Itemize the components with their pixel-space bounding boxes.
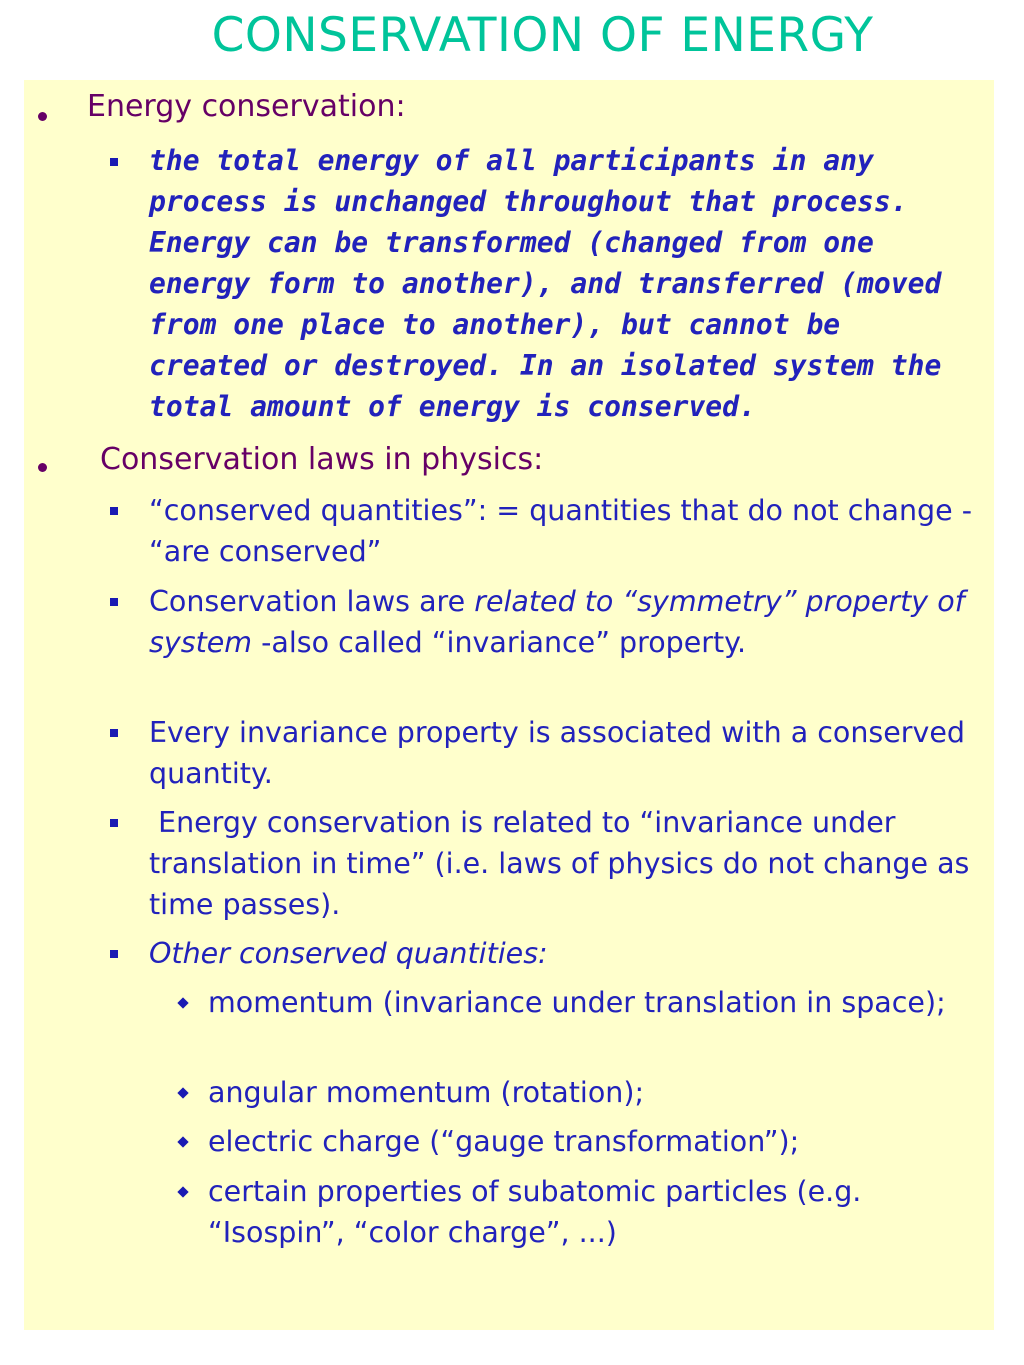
square-bullet-icon xyxy=(110,158,118,166)
square-bullet-icon xyxy=(110,819,118,827)
definition-line: the total energy of all participants in any xyxy=(149,144,874,177)
subpoint-text: momentum (invariance under translation in space); xyxy=(208,986,946,1019)
page-title: CONSERVATION OF ENERGY xyxy=(211,8,874,63)
definition-line: energy form to another), and transferred (moved xyxy=(149,267,942,300)
round-bullet-icon xyxy=(38,463,47,472)
point-text-plain: Conservation laws are xyxy=(149,585,475,618)
definition-line: total amount of energy is conserved. xyxy=(149,390,756,423)
point-text: Energy conservation is related to “invariance under translation in time” (i.e. laws of physics do not change as time passes). xyxy=(149,806,979,921)
square-bullet-icon xyxy=(110,598,118,606)
subpoint-text: certain properties of subatomic particles (e.g. “Isospin”, “color charge”, ...) xyxy=(208,1175,862,1249)
point-text xyxy=(149,581,987,663)
point-text-italic: related to “symmetry” property of system xyxy=(149,585,965,659)
definition-line: from one place to another), but cannot be xyxy=(149,308,841,341)
diamond-bullet-icon xyxy=(177,1087,188,1098)
round-bullet-icon xyxy=(38,112,47,121)
square-bullet-icon xyxy=(110,950,118,958)
point-text: Other conserved quantities: xyxy=(149,937,548,970)
square-bullet-icon xyxy=(110,507,118,515)
definition-line: process is unchanged throughout that process. xyxy=(149,185,908,218)
point-text-plain: -also called “invariance” property. xyxy=(252,626,747,659)
diamond-bullet-icon xyxy=(177,1136,188,1147)
subpoint-text: electric charge (“gauge transformation”); xyxy=(208,1125,800,1158)
point-text: “conserved quantities”: = quantities that do not change - “are conserved” xyxy=(149,494,972,568)
point-text: Every invariance property is associated with a conserved quantity. xyxy=(149,716,965,790)
subpoint-text: angular momentum (rotation); xyxy=(208,1076,645,1109)
diamond-bullet-icon xyxy=(177,997,188,1008)
diamond-bullet-icon xyxy=(177,1186,188,1197)
section-heading: Conservation laws in physics: xyxy=(100,442,544,477)
definition-text xyxy=(149,140,987,427)
definition-line: Energy can be transformed (changed from one xyxy=(149,226,874,259)
definition-line: created or destroyed. In an isolated system the xyxy=(149,349,942,382)
square-bullet-icon xyxy=(110,729,118,737)
section-heading: Energy conservation: xyxy=(87,89,406,124)
content-box xyxy=(24,80,994,1330)
